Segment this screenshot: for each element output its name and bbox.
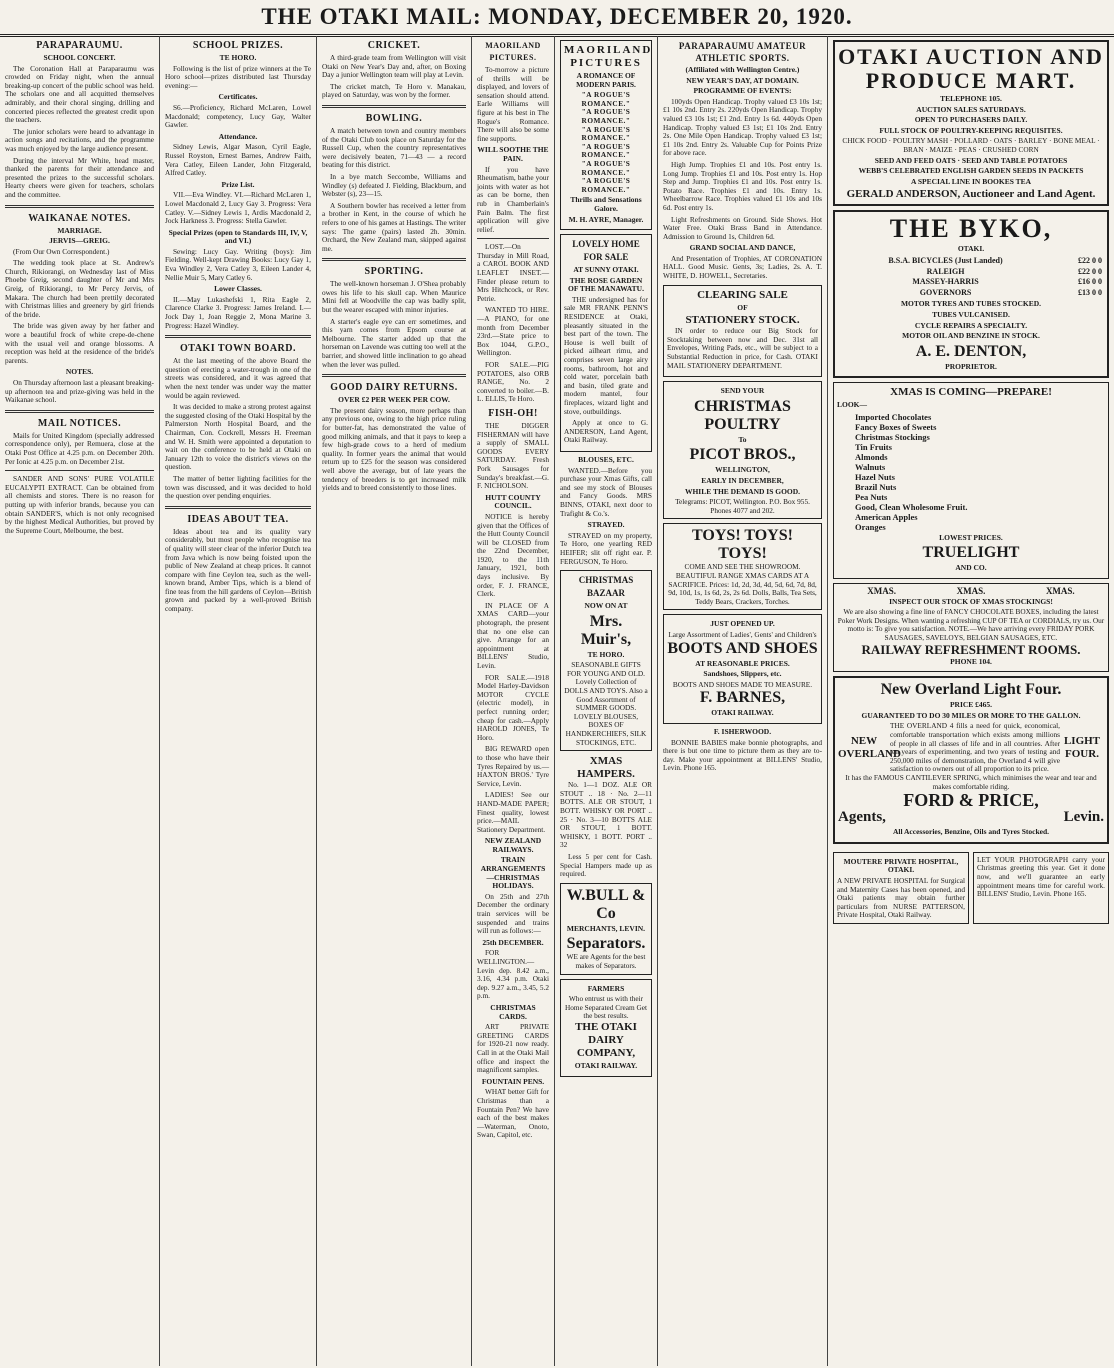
advert-text: Telegrams: PICOT, Wellington. P.O. Box 955. Phones 4077 and 202. bbox=[675, 497, 810, 515]
advert-line: AT REASONABLE PRICES. bbox=[695, 658, 790, 668]
subheading-school-concert: SCHOOL CONCERT. bbox=[43, 53, 116, 62]
advert-text: THE undersigned has for sale MR FRANK PENN'S RESIDENCE at Otaki, pleasantly situated in the best part of the town. The House is well built of picked ailheart rimu, and comprises seven large airy rooms, bathroom, hot and cold water, porcelain bath and basin, tiled grate and modern mantel, four fireplaces, wizard light and stove, outbuildings. bbox=[564, 294, 648, 416]
advert-name: FORD & PRICE, bbox=[903, 790, 1039, 811]
advert-name: W.BULL & Co bbox=[566, 886, 646, 922]
advert-line: CYCLE REPAIRS A SPECIALTY. bbox=[914, 320, 1028, 330]
advert-text: THE OVERLAND 4 fills a need for quick, economical, comfortable transportation which exists among millions of people in all classes of life and in all countries. After ten years of experimenting, and two years of testing and 250,000 miles of demonstration, the Overland 4 will give satisfaction to owners out of all proportion to its price. bbox=[890, 721, 1060, 774]
heading-school-prizes: SCHOOL PRIZES. bbox=[192, 40, 284, 51]
advert-text: It has the FAMOUS CANTILEVER SPRING, which minimises the wear and tear and makes comfortable riding. bbox=[845, 772, 1097, 791]
heading-fish: FISH-OH! bbox=[488, 407, 538, 419]
advert-name: THE OTAKI DAIRY COMPANY, bbox=[575, 1020, 637, 1059]
divider bbox=[5, 410, 154, 413]
advert-name: THE BYKO, bbox=[889, 214, 1053, 244]
advert-line: "A ROGUE'S ROMANCE." bbox=[581, 90, 631, 108]
advert-boots bbox=[663, 614, 822, 724]
article-text: S6.—Proficiency, Richard McLaren, Lowel Macdonald; competency, Lucy Gay, Walter Gawler. bbox=[165, 102, 311, 130]
article-text: The matter of better lighting facilities for the town was discussed, and it was decided to hold the question over pending enquiries. bbox=[165, 473, 311, 501]
column-1 bbox=[0, 36, 160, 1366]
advert-line: PHONE 104. bbox=[950, 656, 992, 666]
advert-title: XMAS IS COMING—PREPARE! bbox=[890, 386, 1052, 399]
divider bbox=[5, 470, 154, 471]
advert-name: F. BARNES, bbox=[699, 689, 786, 707]
article-text: A match between town and country members of the Otaki Club took place on Saturday for the Russell Cup, when the country representatives were decisively beaten, 71—43 — a record beating for this district. bbox=[322, 125, 466, 170]
advert-text: WE are Agents for the best makes of Separators. bbox=[566, 952, 646, 970]
divider bbox=[322, 374, 466, 377]
article-text: On Thursday afternoon last a pleasant breaking-up afternoon tea and prize-giving was held in the Waikanae school. bbox=[5, 378, 154, 405]
advert-line: EARLY IN DECEMBER, bbox=[701, 476, 784, 485]
subheading: (Affiliated with Wellington Centre.) bbox=[685, 65, 800, 74]
agents-town: Levin. bbox=[1063, 809, 1104, 826]
advert-line: NOW ON AT bbox=[584, 601, 628, 611]
advert-line: OTAKI. bbox=[957, 244, 985, 254]
heading-maoriland-pictures: MAORILAND PICTURES. bbox=[485, 41, 541, 62]
advert-byko bbox=[833, 210, 1109, 378]
advert-name: OTAKI AUCTION AND PRODUCE MART. bbox=[838, 44, 1104, 93]
list-item: Hazel Nuts bbox=[855, 471, 895, 482]
classified-lost: LOST.—On Thursday in Mill Road, a CAROL BOOK AND LEAFLET INSET.—Finder please return to Mrs Hitchcock, or Rev. Petrie. bbox=[477, 242, 549, 303]
article-text: VII.—Eva Windley. VI.—Richard McLaren 1, Lowel Macdonald 2, Lucy Gay 3. Progress: Vera Catley. V.—Sidney Lewis 1, Ardis Macdonald 2, Jock Harkness 3. Progress: Stella Gawler. bbox=[165, 190, 311, 226]
divider bbox=[5, 205, 154, 208]
advert-name: TOYS! TOYS! TOYS! bbox=[692, 527, 793, 563]
notice-text: On 25th and 27th December the ordinary train services will be suspended and trains will run as follows:— bbox=[477, 891, 549, 936]
subheading-te-horo: TE HORO. bbox=[219, 53, 257, 62]
subheading-certificates: Certificates. bbox=[218, 92, 258, 102]
article-text: Following is the list of prize winners at the Te Horo school—prizes distributed last Thursday evening:— bbox=[165, 63, 311, 90]
bicycle-price-table bbox=[838, 256, 1104, 298]
subheading-soothe-pain: WILL SOOTHE THE PAIN. bbox=[477, 145, 549, 163]
divider bbox=[322, 105, 466, 108]
heading-sporting: SPORTING. bbox=[364, 266, 424, 278]
advert-line: A SPECIAL LINE IN BOOKES TEA bbox=[910, 176, 1032, 186]
subheading-notes: NOTES. bbox=[65, 367, 94, 377]
advert-line: WELLINGTON, bbox=[715, 465, 770, 475]
article-text: Sidney Lewis, Algar Mason, Cyril Eagle, Russel Royston, Ernest Barnes, Andrew Faith, Vera Catley, Eileen Lander, John Fitzgerald, Alfred Catley. bbox=[165, 142, 311, 178]
classified-motorcycle: FOR SALE.—1918 Model Harley-Davidson MOTOR CYCLE (electric model), in perfect running order; cheap for cash.—Apply HAROLD JONES, Te Horo. bbox=[477, 672, 549, 742]
advert-overland bbox=[833, 676, 1109, 844]
article-text: A Southern bowler has received a letter from a brother in Kent, in the course of which he refers to one of his games at Hastings. The writer says: The game (pairs) lasted 2h. 30min. Orchard, the New Zealand man, skipped against me. bbox=[322, 200, 466, 253]
column-4 bbox=[472, 36, 555, 1366]
programme-text: Light Refreshments on Ground. Side Shows. Hot Water Free. Otaki Brass Band in Attendance. Admission to Ground 1s, Children 6d. bbox=[663, 214, 822, 241]
advert-list: CHICK FOOD · POULTRY MASH · POLLARD · OATS · BARLEY · BONE MEAL · BRAN · MAIZE · PEAS · CRUSHED CORN bbox=[842, 136, 1100, 154]
article-text: A third-grade team from Wellington will visit Otaki on New Year's Day and, after, on Boxing Day a junior Wellington team will play at Levin. bbox=[322, 53, 466, 80]
advert-home-for-sale bbox=[560, 234, 652, 452]
heading-cricket: CRICKET. bbox=[367, 40, 421, 51]
advert-line: PROPRIETOR. bbox=[945, 361, 997, 371]
table-row bbox=[838, 267, 1104, 278]
bottom-ads bbox=[833, 848, 1109, 928]
masthead bbox=[0, 0, 1114, 37]
advert-text: BOOTS AND SHOES MADE TO MEASURE. bbox=[672, 679, 813, 689]
advert-subtitle: A ROMANCE OF MODERN PARIS. bbox=[576, 71, 636, 89]
column-4b bbox=[555, 36, 658, 1366]
heading-strayed: STRAYED. bbox=[587, 520, 625, 530]
advert-name: A. E. DENTON, bbox=[915, 342, 1027, 360]
subheading-25th-december: 25th DECEMBER. bbox=[482, 937, 544, 947]
subheading-fountain-pens: FOUNTAIN PENS. bbox=[481, 1076, 545, 1086]
advert-line: "A ROGUE'S ROMANCE." bbox=[581, 176, 631, 194]
heading-athletic-sports: PARAPARAUMU AMATEUR ATHLETIC SPORTS. bbox=[678, 41, 807, 63]
article-text: (From Our Own Correspondent.) bbox=[13, 246, 110, 256]
list-item: Christmas Stockings bbox=[855, 431, 930, 442]
heading-good-dairy-returns: GOOD DAIRY RETURNS. bbox=[330, 382, 458, 394]
advert-line: "A ROGUE'S ROMANCE." bbox=[581, 158, 631, 177]
timetable-text: FOR WELLINGTON.—Levin dep. 8.42 a.m., 3.16, 4.34 p.m. Otaki dep. 9.27 a.m., 3.45, 5.2 p.m. bbox=[477, 948, 549, 1001]
article-text: Mails for United Kingdom (specially addressed correspondence only), per Remuera, close at the Otaki Post Office at 4.25 p.m. on December 20th. Per Ionic at 4.25 p.m. on December 21st. bbox=[5, 430, 154, 466]
column-3 bbox=[317, 36, 472, 1366]
advert-line: LOOK— bbox=[837, 400, 868, 410]
advert-name: Mrs. Muir's, bbox=[580, 612, 632, 648]
advert-line: SEND YOUR bbox=[720, 386, 765, 396]
classified-for-sale: FOR SALE.—PIG POTATOES, also ORB RANGE, No. 2 converted to boiler.—B. L. ELLIS, Te Horo. bbox=[477, 360, 549, 404]
advert-auction-mart bbox=[833, 40, 1109, 206]
advert-text: No. 1—1 DOZ. ALE OR STOUT .. 18 · No. 2—11 BOTTS. ALE OR STOUT, 1 BOTT. WHISKY OR PORT .. 25 · No. 3—10 BOTTS ALE OR STOUT, 1 BOTT. WHISKY, 1 BOTT. PORT .. 32 bbox=[560, 780, 652, 850]
advert-line: All Accessories, Benzine, Oils and Tyres Stocked. bbox=[892, 827, 1050, 837]
advert-line: TE HORO. bbox=[587, 649, 625, 659]
heading-bowling: BOWLING. bbox=[365, 112, 423, 124]
list-item: Fancy Boxes of Sweets bbox=[855, 421, 937, 432]
overland-word: NEW bbox=[850, 735, 878, 748]
advert-name: PICOT BROS., bbox=[689, 446, 796, 464]
advert-title: CLEARING SALE bbox=[697, 288, 788, 301]
advert-name: RAILWAY REFRESHMENT ROOMS. bbox=[861, 641, 1081, 657]
advert-line: OPEN TO PURCHASERS DAILY. bbox=[914, 115, 1028, 125]
subheading-christmas-cards: CHRISTMAS CARDS. bbox=[490, 1002, 536, 1021]
advert-text: ART PRIVATE GREETING CARDS for 1920-21 now ready. Call in at the Otaki Mail office and inspect the magnificent samples. bbox=[477, 1022, 549, 1075]
advert-line: JUST OPENED UP. bbox=[710, 619, 775, 629]
advert-line: AUCTION SALES SATURDAYS. bbox=[916, 104, 1026, 114]
advert-name: POULTRY bbox=[704, 415, 781, 433]
banner-word: XMAS. bbox=[956, 586, 986, 597]
advert-billens bbox=[973, 852, 1109, 924]
notice-text: NOTICE is hereby given that the Offices of the Hutt County Council will be CLOSED from the 22nd December, 1920, to the 11th January, 1921, both days inclusive. By order, F. J. FRANCE, Clerk. bbox=[477, 511, 549, 599]
advert-clearing-sale bbox=[663, 285, 822, 378]
advert-line: OTAKI RAILWAY. bbox=[574, 1060, 638, 1070]
advert-line: AND CO. bbox=[955, 563, 987, 573]
subheading: PROGRAMME OF EVENTS: bbox=[693, 86, 792, 96]
subheading-prize-list: Prize List. bbox=[221, 179, 255, 189]
advert-title: MOUTERE PRIVATE HOSPITAL, OTAKI. bbox=[843, 856, 959, 875]
advert-line: PRICE £465. bbox=[949, 700, 993, 710]
subheading-special-prizes: Special Prizes (open to Standards III, IV, V, and VI.) bbox=[168, 227, 308, 246]
banner-word: XMAS. bbox=[1045, 586, 1075, 597]
masthead-title: THE OTAKI MAIL: MONDAY, DECEMBER 20, 1920. bbox=[261, 4, 853, 29]
article-text: In a bye match Seccombe, Williams and Windley (s) defeated J. Fielding, Blackburn, and Webster (s), 23—15. bbox=[322, 171, 466, 199]
article-text: Ideas about tea and its quality vary considerably, but most people who recognise tea of quality will steer clear of the inferior Dutch tea from Java which is now being foisted upon the public of New Zealand at cheap prices. It cannot compare with fine Ceylon tea, such as the well-known brand, Amber Tips, which is a blend of fine teas from the hill gardens of Ceylon—British grown and packed by a well-proved British company. bbox=[165, 526, 311, 614]
heading-isherwood: F. ISHERWOOD. bbox=[713, 726, 772, 736]
list-item: American Apples bbox=[855, 511, 918, 522]
bike-name: B.S.A. BICYCLES (Just Landed) bbox=[888, 255, 1003, 265]
advert-text: LET YOUR PHOTOGRAPH carry your Christmas greeting this year. Get it done now, and we'll guarantee an early appointment means time for careful work. BILLENS' Studio, Levin. Phone 165. bbox=[977, 854, 1105, 899]
classified-paper: LADIES! See our HAND-MADE PAPER; Finest quality, lowest price.—MAIL Stationery Department. bbox=[477, 790, 549, 834]
advert-name: New Overland Light Four. bbox=[880, 681, 1062, 699]
advert-line: MERCHANTS, LEVIN. bbox=[566, 923, 646, 933]
overland-word: OVERLAND bbox=[838, 748, 901, 761]
advert-refreshment-rooms bbox=[833, 583, 1109, 672]
advert-text: SANDER AND SONS' PURE VOLATILE EUCALYPTI EXTRACT. Can be obtained from all chemists and stores. There is no reason for putting up with inferior brands, because you can obtain SANDER'S, which is not only recognised by the highest Medical Authorities, but proved by the Supreme Court, Melbourne, the best. bbox=[5, 474, 154, 535]
heading-otaki-town-board: OTAKI TOWN BOARD. bbox=[179, 343, 297, 355]
advert-line: "A ROGUE'S ROMANCE." bbox=[581, 124, 631, 143]
article-text: The well-known horseman J. O'Shea probably owes his life to his skull cap. When Maurice Mini fell at Woodville the cap was badly split, but the wearer escaped with minor injuries. bbox=[322, 279, 466, 315]
article-text: At the last meeting of the above Board the question of erecting a water-trough in one of the streets was considered, and it was agreed that when the next tender was under way the matter would be again reviewed. bbox=[165, 356, 311, 400]
advert-title: STATIONERY STOCK. bbox=[685, 314, 800, 327]
overland-word: FOUR. bbox=[1065, 748, 1099, 761]
advert-picot-bros bbox=[663, 381, 822, 519]
advert-line: OTAKI RAILWAY. bbox=[711, 708, 774, 718]
advert-truelight bbox=[833, 382, 1109, 579]
subheading-jervis-greig: JERVIS—GREIG. bbox=[49, 236, 110, 246]
advert-maoriland bbox=[560, 40, 652, 230]
heading-mail-notices: MAIL NOTICES. bbox=[37, 417, 122, 429]
advert-name: TRUELIGHT bbox=[922, 544, 1020, 562]
bike-price: £22 0 0 bbox=[1078, 266, 1102, 276]
divider bbox=[165, 506, 311, 509]
list-item: Oranges bbox=[855, 521, 886, 532]
advert-moutere-hospital bbox=[833, 852, 969, 924]
heading-paraparaumu: PARAPARAUMU. bbox=[36, 40, 123, 51]
list-item: Almonds bbox=[855, 451, 888, 462]
banner-word: XMAS. bbox=[867, 586, 897, 597]
divider bbox=[165, 335, 311, 338]
advert-title: LOVELY HOME FOR SALE bbox=[572, 239, 640, 263]
article-text: The bride was given away by her father and wore a beautiful frock of white crepe-de-chene with the usual veil and orange blossoms. A reception was held at the residence of the bride's parents. bbox=[5, 321, 154, 365]
bike-price: £22 0 0 bbox=[1078, 255, 1102, 265]
list-item: Walnuts bbox=[855, 461, 886, 472]
advert-name: Separators. bbox=[566, 935, 646, 953]
list-item: Tin Fruits bbox=[855, 441, 892, 452]
heading-ideas-about-tea: IDEAS ABOUT TEA. bbox=[187, 513, 289, 525]
subheading-per-cow: OVER £2 PER WEEK PER COW. bbox=[338, 395, 450, 405]
article-text: If you have Rheumatism, bathe your joints with water as hot as can be borne, then rub in Chamberlain's Pain Balm. The first application will give relief. bbox=[477, 164, 549, 234]
subheading-hutt-council: HUTT COUNTY COUNCIL. bbox=[485, 492, 541, 511]
bike-name: RALEIGH bbox=[926, 266, 965, 276]
heading-xmas-hampers: XMAS HAMPERS. bbox=[577, 755, 635, 781]
advert-text: SEASONABLE GIFTS FOR YOUNG AND OLD. Lovely Collection of DOLLS AND TOYS. Also a Good Assortment of SUMMER GOODS. LOVELY BLOUSES, BOXES OF HANDKERCHIEFS, SILK STOCKINGS, ETC. bbox=[564, 660, 648, 747]
advert-text: We are also showing a fine line of FANCY CHOCOLATE BOXES, including the latest Poker Work Designs. When wanting a refreshing CUP OF TEA or CORDIALS, try us. Our motto is: To give you satisfaction. NOTE.—We have arriving every FRIDAY PORK SAUSAGES, SAVELOYS, BELGIAN SAUSAGES, ETC. bbox=[837, 607, 1105, 643]
advert-line: OF bbox=[737, 302, 748, 312]
article-text: The junior scholars were heard to advantage in action songs and recitations, and the programme was much enjoyed by the large audience present. bbox=[5, 126, 154, 153]
overland-right bbox=[1060, 735, 1104, 761]
classified-text: STRAYED on my property, Te Horo, one yearling RED HEIFER; slit off right ear. P. FERGUSON, Te Horo. bbox=[560, 530, 652, 566]
bike-price: £13 0 0 bbox=[1078, 287, 1102, 297]
advert-line: MOTOR OIL AND BENZINE IN STOCK. bbox=[902, 331, 1040, 341]
overland-left bbox=[838, 735, 901, 761]
advert-text: BONNIE BABIES make bonnie photographs, and there is but one time to picture them as they are to-day. Make your appointment at BILLENS' Studio, Levin. Phone 165. bbox=[663, 737, 822, 773]
advert-text: Who entrust us with their Home Separated Cream Get the best results. bbox=[564, 994, 648, 1021]
advert-line: GERALD ANDERSON, Auctioneer and Land Agent. bbox=[846, 188, 1096, 201]
advert-dairy-company bbox=[560, 979, 652, 1077]
advert-text: IN order to reduce our Big Stock for Stocktaking between now and Dec. 31st all Envelopes, Writing Pads, etc., will be subject to a Substantial Reduction in price, for Cash. OTAKI MAIL STATIONERY DEPARTMENT. bbox=[667, 326, 818, 370]
advert-line: AT SUNNY OTAKI. bbox=[573, 265, 639, 275]
advert-toys bbox=[663, 523, 822, 610]
article-text: The cricket match, Te Horo v. Manakau, played on Saturday, was won by the former. bbox=[322, 81, 466, 100]
bike-name: GOVERNORS bbox=[919, 287, 972, 297]
article-text: To-morrow a picture of thrills will be displayed, and lovers of sensation should attend. Earle Williams will figure at his best in The Rogue's Romance. There will also be some fine supports. bbox=[477, 65, 549, 143]
advert-wbull bbox=[560, 883, 652, 975]
item-list bbox=[837, 412, 1105, 532]
advert-line: WHILE THE DEMAND IS GOOD. bbox=[684, 486, 801, 496]
subheading-marriage: MARRIAGE. bbox=[57, 225, 102, 235]
subheading: GRAND SOCIAL AND DANCE, bbox=[689, 243, 796, 253]
bike-name: MASSEY-HARRIS bbox=[912, 277, 979, 287]
heading-blouses: BLOUSES, ETC. bbox=[578, 454, 634, 464]
article-text: A starter's eagle eye can err sometimes, and this yarn comes from Epsom course at Melbourne. The starter added up that the horseman on Lavende was cutting too well at the barrier, and showed little inclination to go ahead when the lever was pulled. bbox=[322, 316, 466, 369]
column-5 bbox=[658, 36, 828, 1366]
programme-text: High Jump. Trophies £1 and 10s. Post entry 1s. Long Jump. Trophies £1 and 10s. Post entry 1s. Hop Step and Jump. Trophies £1 and 10s. Post entry 1s. Potato Race. Trophies £1 and 10s. Entry 1s. Wheelbarrow Race. Trophies valued £1 10s and 10s 6d. Post entry 1s. bbox=[663, 159, 822, 212]
advert-line: MOTOR TYRES AND TUBES STOCKED. bbox=[900, 299, 1042, 309]
table-row bbox=[838, 288, 1104, 299]
advert-line: Thrills and Sensations Galore. bbox=[570, 195, 642, 213]
advert-line: SEED AND FEED OATS · SEED AND TABLE POTATOES bbox=[874, 155, 1068, 165]
divider bbox=[477, 238, 549, 239]
advert-title: MAORILAND PICTURES bbox=[564, 44, 653, 69]
advert-line: FARMERS bbox=[587, 983, 625, 993]
article-text: II.—May Lukashefski 1, Rita Eagle 2, Clarence Clarke 3. Progress: James Ireland. I.—Jock Day 1, Joan Reggie 2, Mona Marine 3. Progress: Hazel Windley. bbox=[165, 294, 311, 330]
list-item: Pea Nuts bbox=[855, 491, 888, 502]
advert-line: "A ROGUE'S ROMANCE." bbox=[581, 107, 631, 125]
advert-line: GUARANTEED TO DO 30 MILES OR MORE TO THE GALLON. bbox=[861, 710, 1081, 720]
advert-text: Apply at once to G. ANDERSON, Land Agent, Otaki Railway. bbox=[564, 418, 648, 445]
column-6 bbox=[828, 36, 1114, 1366]
subheading: NEW YEAR'S DAY, AT DOMAIN. bbox=[686, 75, 799, 85]
advert-bazaar bbox=[560, 570, 652, 751]
advert-name: CHRISTMAS bbox=[694, 397, 791, 415]
advert-text: Large Assortment of Ladies', Gents' and Children's bbox=[668, 629, 817, 639]
overland-word: LIGHT bbox=[1063, 735, 1101, 748]
column-2 bbox=[160, 36, 317, 1366]
advert-text: Less 5 per cent for Cash. Special Hampers made up as required. bbox=[560, 851, 652, 879]
article-text: It was decided to make a strong protest against the suggested closing of the Otaki Hospital by the Palmerston North Hospital Board, and the Chairman, Con. Cockrell, Messrs H. Freeman and W. H. Smith were appointed a deputation to wait on the conference to be held at Otaki on January 12th to voice the district's views on the question. bbox=[165, 402, 311, 472]
list-item: Good, Clean Wholesome Fruit. bbox=[855, 501, 968, 512]
classified-fish: THE DIGGER FISHERMAN will have a supply of SMALL GOODS EVERY SATURDAY. Fresh Pork Sausages for Sunday's breakfast.—G. F. NICHOLSON. bbox=[477, 420, 549, 491]
article-text: The Coronation Hall at Paraparaumu was crowded on Friday night, when the annual breaking-up concert of the public school was held. The scholars one and all acquitted themselves admirably, and their choral singing, drilling and concerted pieces reflected the greatest credit upon the teachers. bbox=[5, 63, 154, 125]
advert-text: A NEW PRIVATE HOSPITAL for Surgical and Maternity Cases has been opened, and Otaki patients may obtain further particulars from NURSE PATTERSON, Private Hospital, Otaki Railway. bbox=[837, 875, 965, 920]
programme-text: 100yds Open Handicap. Trophy valued £3 10s 1st; £1 10s 2nd. Entry 2s. 220yds Open Handicap. Trophy valued £3 10s 1st; £1 2nd. Entry 1s 6d. 440yds Open Handicap. Trophy valued £3 1st; £1 10s 2nd. Entry 2s. One Mile Open Handicap. Trophy valued £3 1st; £1 10s 2nd. Entry 2s. Valuable Cup for Points Prize for above race. bbox=[663, 96, 822, 158]
advert-name: BOOTS AND SHOES bbox=[667, 639, 818, 657]
table-row bbox=[838, 256, 1104, 267]
list-item: Imported Chocolates bbox=[855, 411, 932, 422]
agents-line bbox=[838, 809, 1104, 826]
classified-text: WANTED.—Before you purchase your Xmas Gifts, call and see my stock of Blouses and Fancy Goods. MRS BINNS, OTAKI, next door to Trafight & Co.'s. bbox=[560, 465, 652, 518]
advert-line: TUBES VULCANISED. bbox=[932, 309, 1010, 319]
classified-wanted: WANTED TO HIRE.—A PIANO, for one month from December 23rd.—State price to Box 1044, G.P.O., Wellington. bbox=[477, 305, 549, 358]
table-row bbox=[838, 277, 1104, 288]
advert-line: THE ROSE GARDEN OF THE MANAWATU. bbox=[568, 275, 644, 294]
article-text: The present dairy season, more perhaps than any previous one, owing to the high price ruling for butter-fat, has demonstrated the value of good milking animals, and that it pays to keep a few high-grade cows to a herd of medium quality. In former years the animal that would return up to £25 for the season was considered well above the average, but of late years the tendency of breeders is to get increased milk yields and to breed consistently to those lines. bbox=[322, 405, 466, 493]
advert-line: Sandshoes, Slippers, etc. bbox=[703, 669, 782, 679]
article-text: The wedding took place at St. Andrew's Church, Rikiorangi, on Wednesday last of Miss Phoebe Greig, second daughter of Mr and Mrs Greig, of Rikiorangi, to Mr Percy Jervis, of Makara. The church had been prettily decorated with Christmas lilies and greenery by girl friends of the bride. bbox=[5, 258, 154, 319]
advert-line: INSPECT OUR STOCK OF XMAS STOCKINGS! bbox=[889, 596, 1053, 606]
advert-line: TELEPHONE 105. bbox=[940, 94, 1002, 103]
overland-body bbox=[838, 722, 1104, 774]
article-text: Sewing: Lucy Gay. Writing (boys): Jim Fielding. Well-kept Drawing Books: Lucy Gay 1, Eva Windley 2, Vera Catley 3, Eileen Lander 4, Nellie Muir 5, Mary Catley 6. bbox=[165, 246, 311, 282]
heading-waikanae-notes: WAIKANAE NOTES. bbox=[28, 212, 131, 224]
advert-line: WEBB'S CELEBRATED ENGLISH GARDEN SEEDS IN PACKETS bbox=[858, 166, 1084, 176]
article-text: During the interval Mr White, head master, thanked the parents for their attendance and presented the prizes to the successful scholars. Hearty cheers were given for teachers, scholars and the committee. bbox=[5, 155, 154, 199]
advert-text: COME AND SEE THE SHOWROOM. BEAUTIFUL RANGE XMAS CARDS AT A SACRIFICE. Prices: 1d, 2d, 3d, 4d, 5d, 6d, 7d, 8d, 9d, 10d, 1s, 1s 6d, 2s, 2s 6d. Dolls, Balls, Tea Sets, Teddy Bears, Crackers, Torches. bbox=[668, 562, 817, 606]
xmas-banner bbox=[837, 587, 1105, 596]
classified-reward: BIG REWARD open to those who have their Tyres Repaired by us.—HAXTON BROS.' Tyre Service, Levin. bbox=[477, 744, 549, 788]
subheading-lower-classes: Lower Classes. bbox=[214, 284, 262, 294]
advert-line: To bbox=[738, 434, 747, 444]
programme-text: And Presentation of Trophies, AT CORONATION HALL. Good Music. Gents, 3s; Ladies, 2s. A. T. WHITE, D. HOWELL, Secretaries. bbox=[663, 253, 822, 281]
advert-line: FULL STOCK OF POULTRY-KEEPING REQUISITES. bbox=[879, 125, 1063, 135]
divider bbox=[322, 258, 466, 261]
bike-price: £16 0 0 bbox=[1078, 277, 1102, 287]
advert-line: M. H. AYRE, Manager. bbox=[568, 214, 644, 224]
advert-line: "A ROGUE'S ROMANCE." bbox=[581, 141, 631, 160]
classified-xmas-card: IN PLACE OF A XMAS CARD—your photograph, the present that no one else can give. Arrange for an appointment at BILLENS' Studio, Levin. bbox=[477, 600, 549, 670]
subheading-nz-railways: NEW ZEALAND RAILWAYS. bbox=[484, 836, 542, 854]
subheading-train-arrangements: TRAIN ARRANGEMENTS—CHRISTMAS HOLIDAYS. bbox=[480, 855, 546, 891]
agents-label: Agents, bbox=[838, 809, 886, 826]
list-item: Brazil Nuts bbox=[855, 481, 897, 492]
advert-title: CHRISTMAS BAZAAR bbox=[578, 575, 634, 599]
advert-text: WHAT better Gift for Christmas than a Fountain Pen? We have each of the best makes—Waterman, Onoto, Swan, Capitol, etc. bbox=[477, 1087, 549, 1140]
advert-line: LOWEST PRICES. bbox=[939, 532, 1003, 542]
subheading-attendance: Attendance. bbox=[218, 131, 258, 141]
